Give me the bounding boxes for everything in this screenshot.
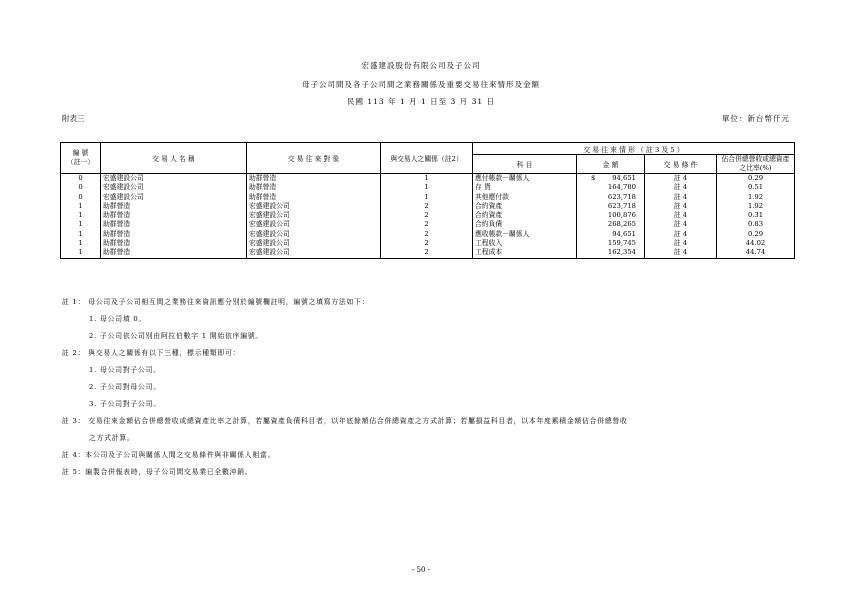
header-amount: 金 額 xyxy=(577,155,645,174)
amount-value: 623,718 xyxy=(607,192,636,201)
unit-label: 單位：新台幣仟元 xyxy=(722,114,790,123)
row-party: 宏盛建設公司 xyxy=(101,174,247,184)
note-line: 註 3： 交易往來金額佔合併總營收或總資產比率之計算，若屬資產負債科目者，以年底餘額佔合併總資產之方式計算；若屬損益科目者，以本年度累積金額佔合併總營收 xyxy=(62,417,628,425)
table-row xyxy=(61,174,795,184)
currency-symbol xyxy=(579,230,591,239)
currency-symbol xyxy=(579,202,591,211)
row-amount xyxy=(577,211,645,220)
row-party: 助群營造 xyxy=(101,239,247,248)
transactions-table xyxy=(60,142,795,259)
table-row xyxy=(61,202,795,211)
row-account: 應付帳款－關係人 xyxy=(473,174,577,184)
row-ratio: 44.02 xyxy=(717,239,795,248)
row-relation: 1 xyxy=(381,174,473,184)
row-account: 合約負債 xyxy=(473,220,577,229)
header-ratio: 佔合併總營收或總資產之比率(%) xyxy=(717,155,795,174)
row-amount xyxy=(577,193,645,202)
note-line: 2. 子公司對母公司。 xyxy=(89,383,161,391)
header-terms: 交 易 條 件 xyxy=(645,155,717,174)
row-party: 助群營造 xyxy=(101,220,247,229)
company-name: 宏盛建設股份有限公司及子公司 xyxy=(361,61,481,70)
header-counterparty: 交 易 往 來 對 象 xyxy=(247,143,381,174)
table-row xyxy=(61,248,795,258)
row-party: 宏盛建設公司 xyxy=(101,193,247,202)
row-party: 助群營造 xyxy=(101,248,247,258)
table-row xyxy=(61,193,795,202)
currency-symbol xyxy=(579,239,591,248)
row-account: 合約資產 xyxy=(473,202,577,211)
row-ratio: 1.92 xyxy=(717,202,795,211)
amount-value: 623,718 xyxy=(607,201,636,210)
note-line: 註 1： 母公司及子公司相互間之業務往來資訊應分別於編號欄註明，編號之填寫方法如下： xyxy=(62,298,370,306)
currency-symbol xyxy=(579,183,591,192)
row-ratio: 0.51 xyxy=(717,183,795,192)
currency-symbol xyxy=(579,220,591,229)
row-amount xyxy=(577,183,645,192)
page-number: - 50 - xyxy=(411,566,431,574)
row-terms: 註 4 xyxy=(645,202,717,211)
row-amount xyxy=(577,248,645,258)
row-counterparty: 宏盛建設公司 xyxy=(247,220,381,229)
row-no: 1 xyxy=(61,248,101,258)
amount-value: 162,354 xyxy=(607,248,636,257)
note-line: 3. 子公司對子公司。 xyxy=(89,400,161,408)
row-counterparty: 助群營造 xyxy=(247,193,381,202)
row-no: 1 xyxy=(61,220,101,229)
amount-value: 100,876 xyxy=(607,211,636,220)
note-line: 2. 子公司依公司別由阿拉伯數字 1 開始依序編號。 xyxy=(89,332,264,340)
table-row xyxy=(61,230,795,239)
amount-value: 159,745 xyxy=(607,239,636,248)
row-ratio: 0.31 xyxy=(717,211,795,220)
header-transaction-group: 交 易 往 來 情 形 （ 註 3 及 5 ） xyxy=(473,143,795,155)
table-row xyxy=(61,220,795,229)
row-counterparty: 宏盛建設公司 xyxy=(247,239,381,248)
header-relation: 與交易人之關係（註2） xyxy=(381,143,473,174)
row-party: 助群營造 xyxy=(101,202,247,211)
row-relation: 2 xyxy=(381,230,473,239)
row-ratio: 0.29 xyxy=(717,174,795,184)
note-line: 註 4：本公司及子公司與關係人間之交易條件與非關係人相當。 xyxy=(62,451,276,459)
table-row xyxy=(61,183,795,192)
row-terms: 註 4 xyxy=(645,183,717,192)
row-ratio: 1.92 xyxy=(717,193,795,202)
row-relation: 2 xyxy=(381,239,473,248)
header-no: 編 號 （註一） xyxy=(61,143,101,174)
row-relation: 2 xyxy=(381,248,473,258)
row-party: 宏盛建設公司 xyxy=(101,183,247,192)
currency-symbol xyxy=(579,193,591,202)
row-account: 其他應付款 xyxy=(473,193,577,202)
row-no: 0 xyxy=(61,183,101,192)
row-ratio: 0.29 xyxy=(717,230,795,239)
row-amount xyxy=(577,220,645,229)
row-account: 應收帳款－關係人 xyxy=(473,230,577,239)
row-terms: 註 4 xyxy=(645,220,717,229)
row-counterparty: 助群營造 xyxy=(247,183,381,192)
row-ratio: 44.74 xyxy=(717,248,795,258)
note-line: 註 5：編製合併報表時，母子公司間交易業已全數沖銷。 xyxy=(62,468,253,476)
row-no: 0 xyxy=(61,193,101,202)
amount-value: 94,651 xyxy=(612,229,636,238)
row-amount xyxy=(577,230,645,239)
row-account: 合約資產 xyxy=(473,211,577,220)
note-line: 註 2： 與交易人之關係有以下三種，標示種類即可： xyxy=(62,349,241,357)
row-ratio: 0.83 xyxy=(717,220,795,229)
notes-section xyxy=(62,294,802,481)
row-counterparty: 助群營造 xyxy=(247,174,381,184)
row-no: 1 xyxy=(61,230,101,239)
row-counterparty: 宏盛建設公司 xyxy=(247,202,381,211)
note-line: 1. 母公司對子公司。 xyxy=(89,366,161,374)
header-account: 科 目 xyxy=(473,155,577,174)
row-relation: 1 xyxy=(381,193,473,202)
row-counterparty: 宏盛建設公司 xyxy=(247,248,381,258)
row-terms: 註 4 xyxy=(645,230,717,239)
row-account: 存 貨 xyxy=(473,183,577,192)
row-no: 0 xyxy=(61,174,101,184)
row-amount xyxy=(577,239,645,248)
row-terms: 註 4 xyxy=(645,239,717,248)
note-line: 之方式計算。 xyxy=(89,434,135,442)
row-relation: 2 xyxy=(381,220,473,229)
row-account: 工程成本 xyxy=(473,248,577,258)
header-party: 交 易 人 名 稱 xyxy=(101,143,247,174)
row-party: 助群營造 xyxy=(101,211,247,220)
currency-symbol xyxy=(579,248,591,257)
row-terms: 註 4 xyxy=(645,174,717,184)
row-relation: 2 xyxy=(381,211,473,220)
row-relation: 1 xyxy=(381,183,473,192)
row-no: 1 xyxy=(61,211,101,220)
note-line: 1. 母公司填 0。 xyxy=(89,315,147,323)
table-row xyxy=(61,211,795,220)
row-account: 工程收入 xyxy=(473,239,577,248)
currency-symbol: $ xyxy=(591,174,596,182)
row-relation: 2 xyxy=(381,202,473,211)
row-party: 助群營造 xyxy=(101,230,247,239)
table-row xyxy=(61,239,795,248)
row-counterparty: 宏盛建設公司 xyxy=(247,211,381,220)
row-counterparty: 宏盛建設公司 xyxy=(247,230,381,239)
report-period: 民國 113 年 1 月 1 日至 3 月 31 日 xyxy=(346,97,495,106)
row-terms: 註 4 xyxy=(645,211,717,220)
appendix-label: 附表三 xyxy=(62,114,85,123)
amount-value: 268,265 xyxy=(607,220,636,229)
row-no: 1 xyxy=(61,202,101,211)
currency-symbol xyxy=(579,211,591,220)
row-amount xyxy=(577,202,645,211)
report-title: 母子公司間及各子公司間之業務關係及重要交易往來情形及金額 xyxy=(302,80,540,89)
row-terms: 註 4 xyxy=(645,193,717,202)
row-terms: 註 4 xyxy=(645,248,717,258)
amount-value: 164,780 xyxy=(607,183,636,192)
row-no: 1 xyxy=(61,239,101,248)
amount-value: 94,651 xyxy=(612,174,636,182)
row-amount xyxy=(577,174,645,184)
